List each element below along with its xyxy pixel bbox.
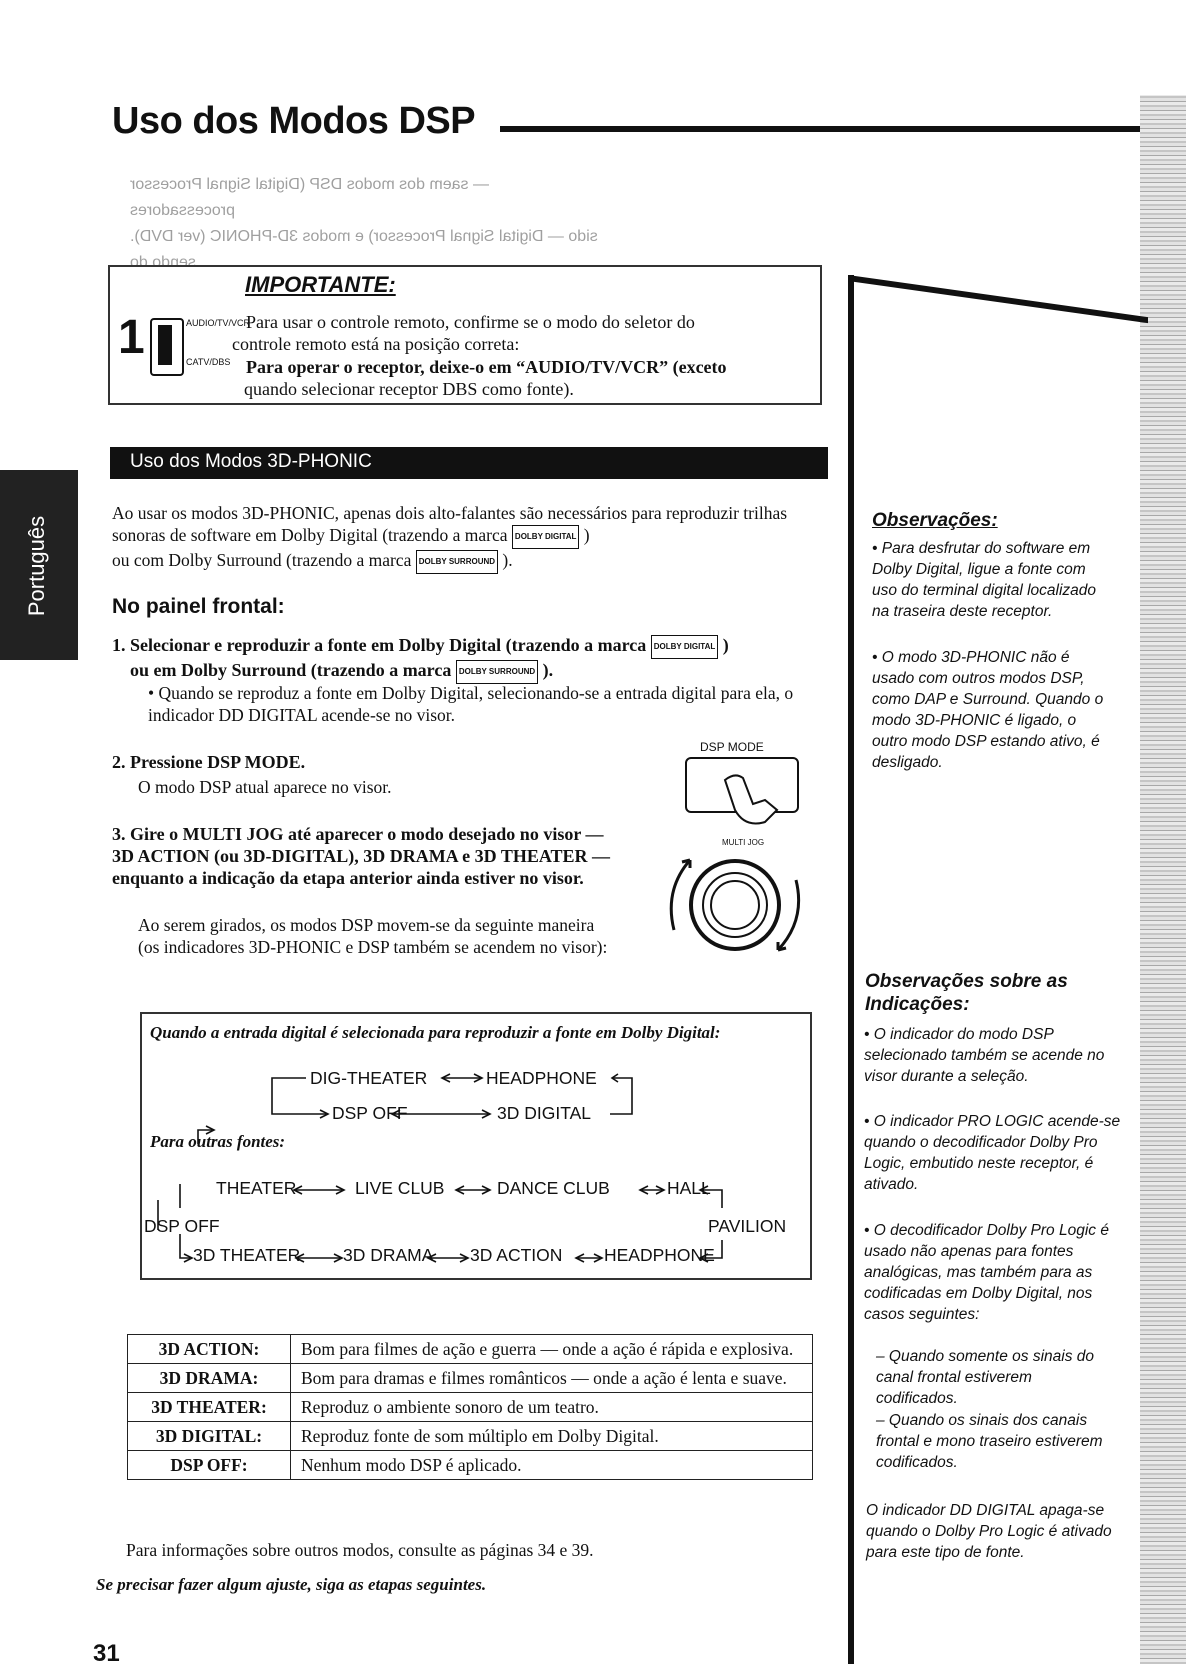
flow-3d-drama: 3D DRAMA bbox=[343, 1245, 434, 1265]
flow-dance-club: DANCE CLUB bbox=[497, 1178, 610, 1198]
flow-pavilion: PAVILION bbox=[708, 1216, 787, 1236]
step-1-text-2: ou em Dolby Surround (trazendo a marca bbox=[130, 659, 452, 680]
bleed-through-text bbox=[130, 172, 1120, 276]
multi-jog-icon bbox=[660, 840, 810, 970]
mode-description: Bom para dramas e filmes românticos — onde a ação é lenta e suave. bbox=[291, 1364, 813, 1393]
flow-dsp-off: DSP OFF bbox=[332, 1103, 408, 1123]
mode-description: Nenhum modo DSP é aplicado. bbox=[291, 1451, 813, 1480]
mode-name: 3D ACTION: bbox=[128, 1335, 291, 1364]
important-line: Para usar o controle remoto, confirme se o modo do seletor do bbox=[246, 312, 695, 332]
flow-theater: THEATER bbox=[216, 1178, 297, 1198]
flow-headphone: HEADPHONE bbox=[604, 1245, 715, 1265]
step-3: 3. Gire o MULTI JOG até aparecer o modo desejado no visor — 3D ACTION (ou 3D-DIGITAL), 3D DRAMA e 3D THEATER — enquanto a indicação da etapa anterior ainda estiver no visor. bbox=[112, 824, 611, 888]
mode-name: 3D THEATER: bbox=[128, 1393, 291, 1422]
pressing-hand-icon bbox=[705, 770, 785, 830]
section-title: Uso dos Modos 3D-PHONIC bbox=[130, 451, 372, 472]
important-number: 1 bbox=[118, 311, 145, 364]
remote-switch-knob-icon bbox=[158, 325, 172, 365]
important-line: Para operar o receptor, deixe-o em “AUDIO/TV/VCR” (exceto bbox=[246, 357, 727, 377]
bleed-line: — saem dos modos DSP (Digital Signal Processor bbox=[130, 176, 489, 193]
mode-name: 3D DRAMA: bbox=[128, 1364, 291, 1393]
more-info-text: Para informações sobre outros modos, consulte as páginas 34 e 39. bbox=[126, 1540, 594, 1560]
adjust-note: Se precisar fazer algum ajuste, siga as etapas seguintes. bbox=[96, 1575, 487, 1594]
bleed-line: sendo do bbox=[130, 254, 196, 271]
step-3-note: Ao serem girados, os modos DSP movem-se da seguinte maneira (os indicadores 3D-PHONIC e DSP também se acendem no visor): bbox=[138, 915, 608, 957]
intro-text: Ao usar os modos 3D-PHONIC, apenas dois alto-falantes são necessários para reproduzir trilhas sonoras de software em Dolby Digital (trazendo a marca bbox=[112, 503, 788, 545]
observation-item: • O modo 3D-PHONIC não é usado com outros modos DSP, como DAP e Surround. Quando o modo 3D-PHONIC é ligado, o outro modo DSP estando ativo, é desligado. bbox=[872, 649, 1104, 771]
table-row bbox=[128, 1451, 813, 1480]
important-line: controle remoto está na posição correta: bbox=[232, 334, 520, 354]
dolby-digital-icon: DOLBY DIGITAL bbox=[651, 635, 718, 659]
table-row bbox=[128, 1335, 813, 1364]
step-1: 1. Selecionar e reproduzir a fonte em Dolby Digital (trazendo a marca DOLBY DIGITAL ) ou em Dolby Surround (trazendo a marca DOLBY SURROUND ). bbox=[112, 634, 812, 684]
language-tab-label: Português bbox=[24, 515, 49, 617]
indication-subitem: – Quando os sinais dos canais frontal e mono traseiro estiverem codificados. bbox=[876, 1412, 1103, 1471]
flow-3d-digital: 3D DIGITAL bbox=[497, 1103, 592, 1123]
mode-description: Bom para filmes de ação e guerra — onde a ação é rápida e explosiva. bbox=[291, 1335, 813, 1364]
page-title: Uso dos Modos DSP bbox=[112, 100, 476, 142]
table-row bbox=[128, 1393, 813, 1422]
switch-label-audio: AUDIO/TV/VCR bbox=[186, 318, 251, 328]
important-title: IMPORTANTE: bbox=[245, 272, 396, 297]
flow-dsp-off: DSP OFF bbox=[144, 1216, 220, 1236]
indication-item: • O decodificador Dolby Pro Logic é usado não apenas para fontes analógicas, mas também para as codificadas em Dolby Digital, nos casos seguintes: bbox=[864, 1222, 1109, 1323]
step-1-note: • Quando se reproduz a fonte em Dolby Digital, selecionando-se a entrada digital para ela, o indicador DD DIGITAL acende-se no visor. bbox=[148, 683, 794, 725]
indication-closing: O indicador DD DIGITAL apaga-se quando o Dolby Pro Logic é ativado para este tipo de fonte. bbox=[866, 1502, 1112, 1561]
flow-digital-caption: Quando a entrada digital é selecionada para reproduzir a fonte em Dolby Digital: bbox=[150, 1023, 721, 1042]
column-rule-top bbox=[848, 275, 1148, 323]
mode-description: Reproduz o ambiente sonoro de um teatro. bbox=[291, 1393, 813, 1422]
bleed-line: sido — Digital Signal Processor) e modos 3D-PHONIC (ver DVD). bbox=[130, 228, 598, 245]
mode-description: Reproduz fonte de som múltiplo em Dolby Digital. bbox=[291, 1422, 813, 1451]
intro-text-2: ou com Dolby Surround (trazendo a marca bbox=[112, 549, 412, 570]
observations-title: Observações: bbox=[872, 510, 998, 531]
indication-subitem: – Quando somente os sinais do canal frontal estiverem codificados. bbox=[876, 1348, 1094, 1407]
step-2: 2. Pressione DSP MODE. bbox=[112, 752, 306, 772]
mode-name: DSP OFF: bbox=[128, 1451, 291, 1480]
indications-title: Observações sobre as Indicações: bbox=[865, 971, 1068, 1015]
dolby-surround-icon: DOLBY SURROUND bbox=[456, 660, 538, 684]
step-1-text: 1. Selecionar e reproduzir a fonte em Dolby Digital (trazendo a marca bbox=[112, 635, 647, 655]
intro-paragraph: Ao usar os modos 3D-PHONIC, apenas dois alto-falantes são necessários para reproduzir trilhas sonoras de software em Dolby Digital (trazendo a marca DOLBY DIGITAL ) ou com Dolby Surround (trazendo a marca DOLBY SURROUND ). bbox=[112, 502, 822, 574]
multi-jog-label: MULTI JOG bbox=[722, 838, 765, 847]
flow-arrows bbox=[140, 1012, 812, 1280]
front-panel-heading: No painel frontal: bbox=[112, 595, 285, 618]
dolby-surround-icon: DOLBY SURROUND bbox=[416, 550, 498, 574]
step-2-note: O modo DSP atual aparece no visor. bbox=[138, 777, 392, 797]
page-number: 31 bbox=[93, 1640, 120, 1667]
modes-table bbox=[127, 1334, 813, 1480]
title-rule bbox=[500, 126, 1140, 132]
bleed-line: processadores bbox=[130, 202, 235, 219]
mode-name: 3D DIGITAL: bbox=[128, 1422, 291, 1451]
dsp-mode-label: DSP MODE bbox=[700, 740, 764, 754]
flow-hall: HALL bbox=[667, 1178, 711, 1198]
indication-item: • O indicador do modo DSP selecionado também se acende no visor durante a seleção. bbox=[864, 1026, 1105, 1085]
flow-live-club: LIVE CLUB bbox=[355, 1178, 445, 1198]
flow-3d-theater: 3D THEATER bbox=[193, 1245, 301, 1265]
switch-label-catv: CATV/DBS bbox=[186, 357, 231, 367]
flow-dig-theater: DIG-THEATER bbox=[310, 1068, 428, 1088]
flow-3d-action: 3D ACTION bbox=[470, 1245, 563, 1265]
flow-headphone: HEADPHONE bbox=[486, 1068, 597, 1088]
important-line: quando selecionar receptor DBS como fonte). bbox=[244, 379, 574, 399]
flow-other-caption: Para outras fontes: bbox=[150, 1132, 286, 1151]
indication-item: • O indicador PRO LOGIC acende-se quando o decodificador Dolby Pro Logic, embutido neste receptor, é ativado. bbox=[864, 1113, 1121, 1193]
dolby-digital-icon: DOLBY DIGITAL bbox=[512, 525, 579, 549]
table-row bbox=[128, 1422, 813, 1451]
observation-item: • Para desfrutar do software em Dolby Digital, ligue a fonte com uso do terminal digital localizado na traseira deste receptor. bbox=[872, 540, 1097, 620]
column-rule bbox=[848, 275, 854, 1664]
scan-edge-noise bbox=[1140, 95, 1186, 1664]
table-row bbox=[128, 1364, 813, 1393]
